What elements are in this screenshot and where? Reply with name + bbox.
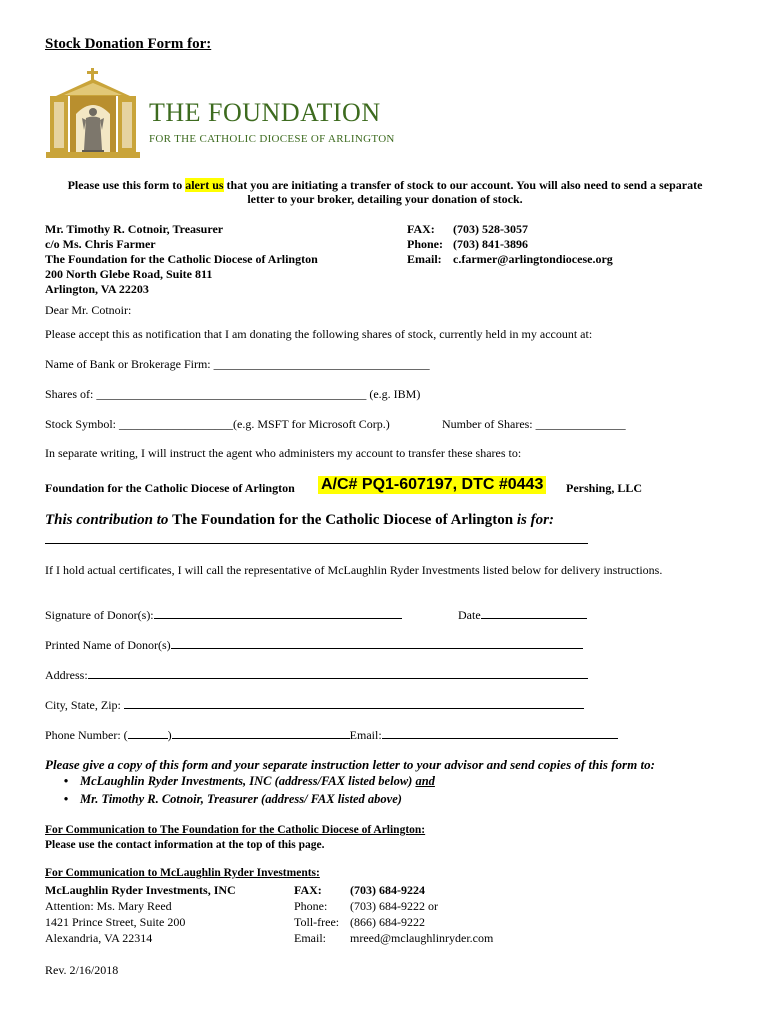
shares-line[interactable]: _____________________________________________: [96, 387, 367, 401]
contribution-org: The Foundation for the Catholic Diocese of Arlington: [172, 512, 514, 528]
bank-line[interactable]: ____________________________________: [213, 357, 430, 371]
mr-fax-label: FAX:: [294, 883, 322, 897]
address-label: Address:: [45, 668, 88, 682]
shares-hint: (e.g. IBM): [366, 387, 421, 401]
logo-subtitle: FOR THE CATHOLIC DIOCESE OF ARLINGTON: [149, 133, 395, 145]
mclaughlin-address: [45, 882, 236, 946]
number-field-row[interactable]: [442, 417, 626, 432]
symbol-hint: (e.g. MSFT for Microsoft Corp.): [233, 417, 390, 431]
address-line[interactable]: [88, 667, 588, 679]
address-line: 200 North Glebe Road, Suite 811: [45, 267, 213, 281]
mr-email-label: Email:: [294, 931, 326, 945]
email-value: c.farmer@arlingtondiocese.org: [453, 252, 613, 266]
item1-and: and: [415, 774, 435, 788]
contribution-line[interactable]: [45, 543, 588, 544]
mr-fax-value: (703) 684-9224: [350, 883, 425, 897]
number-line[interactable]: _______________: [535, 417, 626, 431]
email-line[interactable]: [382, 727, 618, 739]
page-title: Stock Donation Form for:: [45, 36, 212, 52]
copy-note-item-2: [52, 792, 402, 807]
shares-label: Shares of:: [45, 387, 97, 401]
mr-tollfree-value: (866) 684-9222: [350, 915, 425, 929]
bullet: •: [63, 774, 69, 788]
address-line: Mr. Timothy R. Cotnoir, Treasurer: [45, 222, 224, 236]
comm-mclaughlin-heading: For Communication to McLaughlin Ryder Investments:: [45, 867, 320, 879]
copy-note-item-1: [52, 774, 435, 789]
city-label: City, State, Zip:: [45, 698, 124, 712]
symbol-label: Stock Symbol:: [45, 417, 120, 431]
signature-row[interactable]: [45, 607, 402, 623]
shares-field-row[interactable]: [45, 387, 420, 402]
phone-paren: ): [167, 728, 172, 742]
church-logo-icon: [46, 66, 140, 158]
phone-row[interactable]: [45, 727, 618, 743]
intro-part2: that you are initiating a transfer of stock to our account. You will also need to send a separate: [223, 178, 703, 192]
instruct-text: In separate writing, I will instruct the agent who administers my account to transfer these shares to:: [45, 446, 522, 460]
fax-value: (703) 528-3057: [453, 222, 528, 236]
address-row[interactable]: [45, 667, 588, 683]
foundation-contact: [407, 222, 613, 267]
mclaughlin-contact: [294, 882, 493, 946]
mclaughlin-line: McLaughlin Ryder Investments, INC: [45, 883, 236, 897]
salutation: Dear Mr. Cotnoir:: [45, 303, 132, 317]
address-line: c/o Ms. Chris Farmer: [45, 237, 156, 251]
contribution-heading: [45, 512, 554, 529]
intro-line-1: [0, 178, 770, 193]
city-line[interactable]: [124, 697, 584, 709]
notification-text: Please accept this as notification that I am donating the following shares of stock, currently held in my account at:: [45, 327, 593, 341]
date-label: Date: [458, 608, 481, 622]
bullet: •: [63, 792, 69, 806]
mr-email-value: mreed@mclaughlinryder.com: [350, 931, 494, 945]
intro-highlight: alert us: [185, 178, 224, 192]
date-row[interactable]: [458, 607, 587, 623]
fax-label: FAX:: [407, 222, 435, 236]
contribution-part2: is for:: [513, 512, 554, 528]
address-line: The Foundation for the Catholic Diocese of Arlington: [45, 252, 318, 266]
comm-foundation-heading: For Communication to The Foundation for the Catholic Diocese of Arlington:: [45, 824, 426, 836]
printed-name-label: Printed Name of Donor(s): [45, 638, 171, 652]
date-line[interactable]: [481, 607, 587, 619]
logo-foundation: FOUNDATION: [208, 98, 381, 127]
mclaughlin-line: Attention: Ms. Mary Reed: [45, 899, 172, 913]
mr-phone-value: (703) 684-9222 or: [350, 899, 438, 913]
contribution-part1: This contribution to: [45, 512, 173, 528]
bank-field-row[interactable]: [45, 357, 430, 372]
intro-line-2: letter to your broker, detailing your donation of stock.: [247, 192, 523, 206]
symbol-line[interactable]: ___________________: [119, 417, 234, 431]
phone-label: Phone Number: (: [45, 728, 128, 742]
account-number: A/C# PQ1-607197, DTC #0443: [318, 476, 546, 494]
phone-value: (703) 841-3896: [453, 237, 528, 251]
transfer-org: Foundation for the Catholic Diocese of Arlington: [45, 481, 295, 495]
transfer-broker: Pershing, LLC: [566, 481, 643, 495]
email-label: Email:: [407, 252, 442, 266]
mr-phone-label: Phone:: [294, 899, 328, 913]
logo-title: [149, 98, 381, 128]
treasurer-address: [45, 222, 318, 297]
symbol-field-row[interactable]: [45, 417, 390, 432]
printed-name-row[interactable]: [45, 637, 583, 653]
phone-label: Phone:: [407, 237, 443, 251]
item2-text: Mr. Timothy R. Cotnoir, Treasurer (address/ FAX listed above): [80, 792, 402, 806]
signature-label: Signature of Donor(s):: [45, 608, 154, 622]
copy-note-heading: Please give a copy of this form and your separate instruction letter to your advisor and send copies of this form to:: [45, 757, 655, 772]
comm-foundation-text: Please use the contact information at the top of this page.: [45, 839, 325, 851]
item1-text: McLaughlin Ryder Investments, INC (address/FAX listed below): [80, 774, 416, 788]
mclaughlin-line: Alexandria, VA 22314: [45, 931, 153, 945]
address-line: Arlington, VA 22203: [45, 282, 149, 296]
mr-tollfree-label: Toll-free:: [294, 915, 340, 929]
bank-label: Name of Bank or Brokerage Firm:: [45, 357, 214, 371]
number-label: Number of Shares:: [442, 417, 536, 431]
revision-date: Rev. 2/16/2018: [45, 963, 119, 977]
signature-line[interactable]: [154, 607, 402, 619]
foundation-logo: [46, 66, 140, 158]
phone-line[interactable]: [172, 727, 350, 739]
mclaughlin-line: 1421 Prince Street, Suite 200: [45, 915, 186, 929]
logo-the: THE: [149, 98, 202, 127]
certificates-text: If I hold actual certificates, I will call the representative of McLaughlin Ryder Investments listed below for delivery instructions.: [45, 563, 663, 577]
email-field-label: Email:: [349, 728, 382, 742]
area-code-line[interactable]: [128, 727, 168, 739]
printed-name-line[interactable]: [171, 637, 583, 649]
city-row[interactable]: [45, 697, 584, 713]
intro-part1: Please use this form to: [67, 178, 186, 192]
